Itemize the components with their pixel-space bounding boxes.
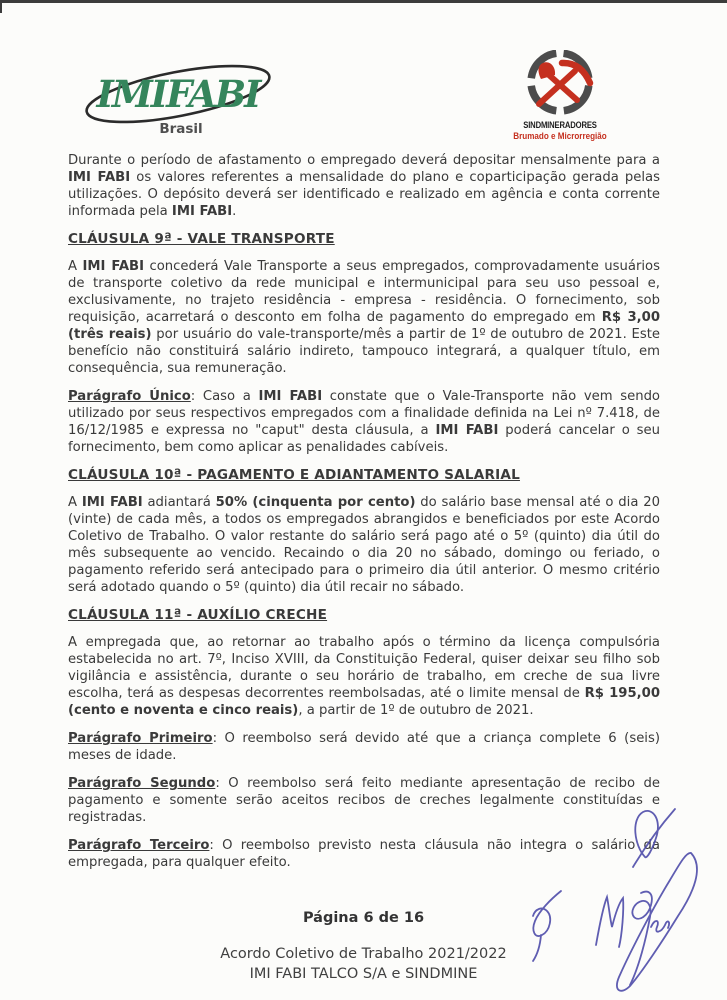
document-footer [0, 944, 727, 984]
paragraph-auxilio-creche: A empregada que, ao retornar ao trabalho após o término da licença compulsória estabelecida no art. 7º, Inciso XVIII, da Constituição Federal, quiser deixar seu filho sob vigilância e assistência, durante o seu horário de trabalho, em creche de sua livre escolha, terá as despesas decorrentes reembolsadas, até o limite mensal de R$ 195,00 (cento e noventa e cinco reais), a partir de 1º de outubro de 2021. [68, 635, 660, 718]
paragraph-primeiro: Parágrafo Primeiro: O reembolso será devido até que a criança complete 6 (seis) meses de idade. [68, 731, 660, 763]
imifabi-logo-icon [78, 58, 283, 142]
paragraph-segundo: Parágrafo Segundo: O reembolso será feito mediante apresentação de recibo de pagamento e somente serão aceitos recibos de creches legalmente constituídas e registradas. [68, 776, 660, 825]
heading-clausula-11: CLÁUSULA 11ª - AUXÍLIO CRECHE [68, 607, 328, 623]
heading-clausula-9: CLÁUSULA 9ª - VALE TRANSPORTE [68, 231, 335, 247]
imifabi-logo-subtitle: Brasil [159, 121, 203, 137]
paragraph-vale-transporte: A IMI FABI concederá Vale Transporte a seus empregados, comprovadamente usuários de transporte coletivo da rede municipal e intermunicipal para seu uso pessoal e, exclusivamente, no trajeto residência - empresa - residência. O fornecimento, sob requisição, acarretará o desconto em folha de pagamento do empregado em R$ 3,00 (três reais) por usuário do vale-transporte/mês a partir de 1º de outubro de 2021. Este benefício não constituirá salário indireto, tampouco integrará, a qualquer título, em consequência, sua remuneração. [68, 259, 660, 376]
sindmineradores-logo-icon [505, 50, 617, 146]
paragraph-adiantamento: A IMI FABI adiantará 50% (cinquenta por cento) do salário base mensal até o dia 20 (vinte) de cada mês, a todos os empregados abrangidos e beneficiados por este Acordo Coletivo de Trabalho. O valor restante do salário será pago até o 5º (quinto) dia útil do mês subsequente ao vencido. Recaindo o dia 20 no sábado, domingo ou feriado, o pagamento referido será antecipado para o primeiro dia útil anterior. O mesmo critério será adotado quando o 5º (quinto) dia útil recair no sábado. [68, 495, 661, 595]
sindmineradores-logo-region: Brumado e Microrregião [513, 130, 607, 142]
scan-edge-tick [0, 0, 2, 13]
footer-title: Acordo Coletivo de Trabalho 2021/2022 [220, 946, 507, 962]
paragraph-unico: Parágrafo Único: Caso a IMI FABI constate que o Vale-Transporte não vem sendo utilizado por seus respectivos empregados com a finalidade definida na Lei nº 7.418, de 16/12/1985 e expressa no "caput" desta cláusula, a IMI FABI poderá cancelar o seu fornecimento, bem como aplicar as penalidades cabíveis. [68, 389, 661, 455]
sindmineradores-logo-text: SINDMINERADORES [523, 119, 597, 131]
imifabi-logo-text: IMIFABI [96, 72, 260, 116]
heading-clausula-10: CLÁUSULA 10ª - PAGAMENTO E ADIANTAMENTO SALARIAL [68, 467, 520, 483]
document-body [68, 152, 660, 882]
scan-edge-line [0, 0, 727, 3]
footer-parties: IMI FABI TALCO S/A e SINDMINE [249, 966, 478, 982]
paragraph-afastamento: Durante o período de afastamento o empregado deverá depositar mensalmente para a IMI FABI os valores referentes a mensalidade do plano e coparticipação gerada pelas utilizações. O depósito deverá ser identificado e realizado em agência e conta corrente informada pela IMI FABI. [68, 153, 660, 219]
page-number: Página 6 de 16 [302, 910, 425, 926]
paragraph-terceiro: Parágrafo Terceiro: O reembolso previsto nesta cláusula não integra o salário da empregada, para qualquer efeito. [68, 838, 660, 870]
